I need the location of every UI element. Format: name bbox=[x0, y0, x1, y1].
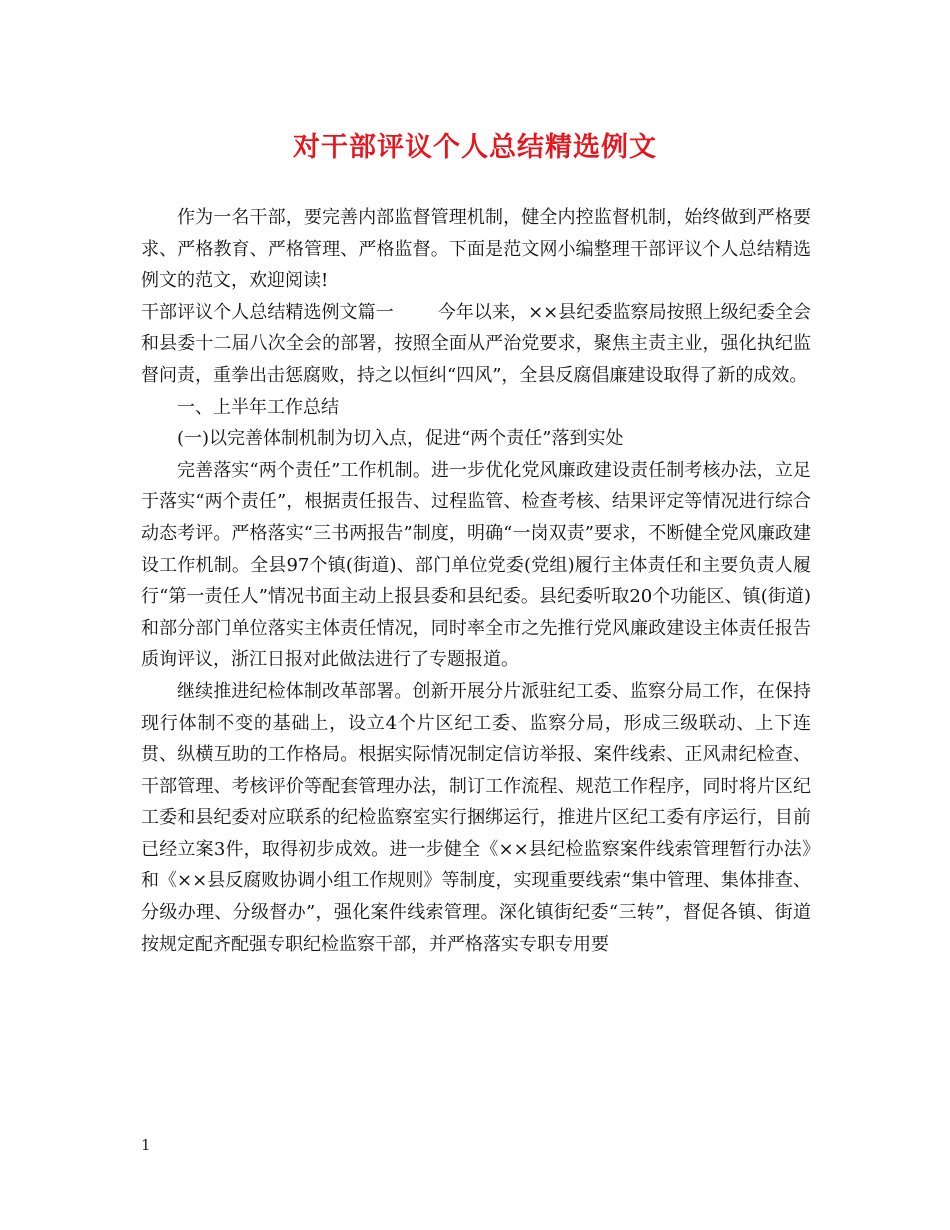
document-body bbox=[141, 202, 811, 960]
section-paragraph bbox=[141, 297, 811, 392]
heading-level-2: (一)以完善体制机制为切入点，促进“两个责任”落到实处 bbox=[177, 428, 624, 450]
body-paragraph-2: 继续推进纪检体制改革部署。创新开展分片派驻纪工委、监察分局工作，在保持现行体制不变的基础上，设立4个片区纪工委、监察分局，形成三级联动、上下连贯、纵横互助的工作格局。根据实际情况制定信访举报、案件线索、正风肃纪检查、干部管理、考核评价等配套管理办法，制订工作流程、规范工作程序，同时将片区纪工委和县纪委对应联系的纪检监察室实行捆绑运行，推进片区纪工委有序运行，目前已经立案3件，取得初步成效。进一步健全《××县纪检监察案件线索管理暂行办法》和《××县反腐败协调小组工作规则》等制度，实现重要线索“集中管理、集体排查、分级办理、分级督办”，强化案件线索管理。深化镇街纪委“三转”，督促各镇、街道按规定配齐配强专职纪检监察干部，并严格落实专职专用要 bbox=[141, 680, 811, 955]
intro-paragraph: 作为一名干部，要完善内部监督管理机制，健全内控监督机制，始终做到严格要求、严格教育、严格管理、严格监督。下面是范文网小编整理干部评议个人总结精选例文的范文，欢迎阅读! bbox=[141, 207, 811, 292]
document-title: 对干部评议个人总结精选例文 bbox=[293, 132, 657, 163]
body-paragraph-1: 完善落实“两个责任”工作机制。进一步优化党风廉政建设责任制考核办法，立足于落实“两个责任”，根据责任报告、过程监管、检查考核、结果评定等情况进行综合动态考评。严格落实“三书两报告”制度，明确“一岗双责”要求，不断健全党风廉政建设工作机制。全县97个镇(街道)、部门单位党委(党组)履行主体责任和主要负责人履行“第一责任人”情况书面主动上报县委和县纪委。县纪委听取20个功能区、镇(街道)和部分部门单位落实主体责任情况，同时率全市之先推行党风廉政建设主体责任报告质询评议，浙江日报对此做法进行了专题报道。 bbox=[141, 459, 811, 671]
section-text: 今年以来，××县纪委监察局按照上级纪委全会和县委十二届八次全会的部署，按照全面从严治党要求，聚焦主责主业，强化执纪监督问责，重拳出击惩腐败，持之以恒纠“四风”，全县反腐倡廉建设取得了新的成效。 bbox=[141, 301, 812, 386]
page-number: 1 bbox=[141, 1136, 151, 1154]
heading-level-1: 一、上半年工作总结 bbox=[177, 396, 339, 418]
section-label: 干部评议个人总结精选例文篇一 bbox=[141, 301, 394, 323]
